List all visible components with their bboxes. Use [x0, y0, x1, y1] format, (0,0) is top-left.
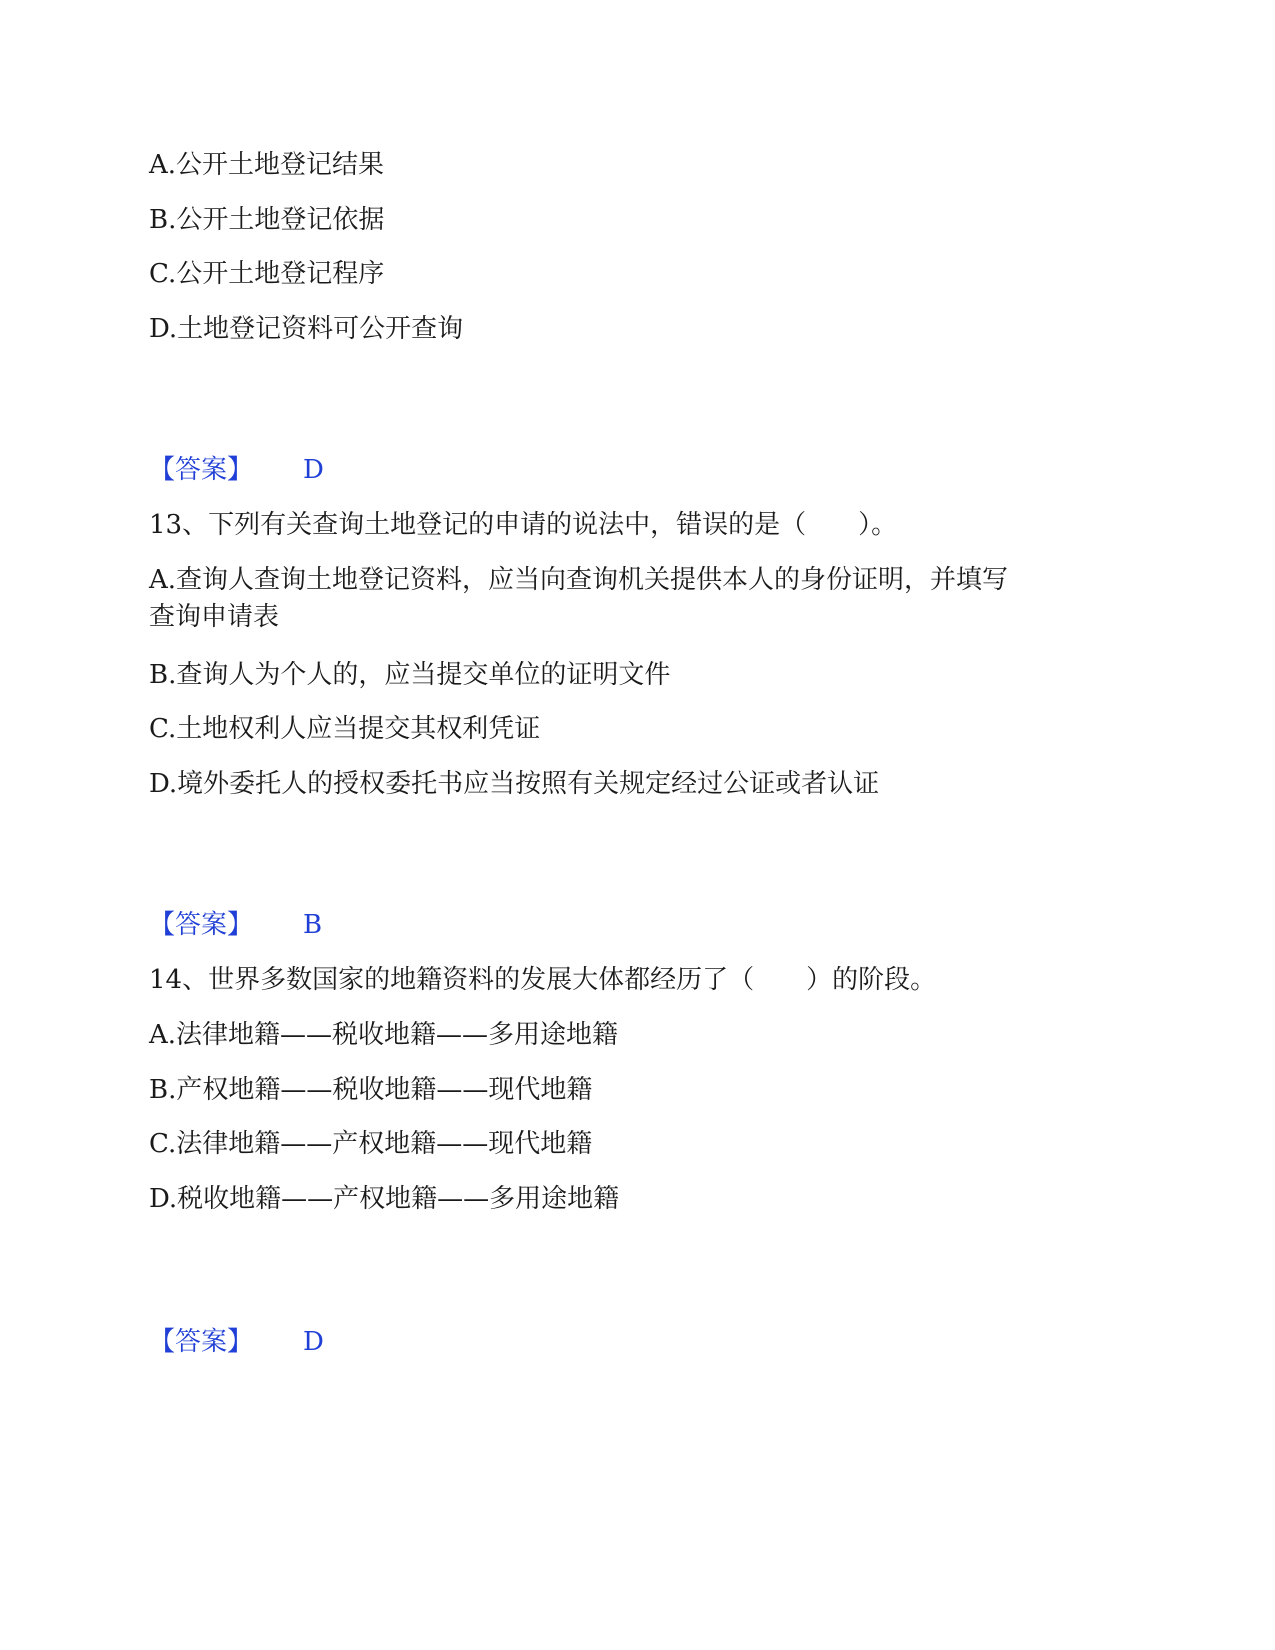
q14-option-d: D.税收地籍——产权地籍——多用途地籍: [149, 1184, 620, 1214]
answer-letter: D: [303, 1327, 324, 1357]
q14-option-b: B.产权地籍——税收地籍——现代地籍: [149, 1075, 593, 1105]
q12-option-a: A.公开土地登记结果: [149, 150, 385, 180]
q14-stem: 14、世界多数国家的地籍资料的发展大体都经历了（ ）的阶段。: [149, 965, 937, 995]
q14-answer: [149, 1323, 324, 1361]
answer-label: 【答案】: [149, 1327, 254, 1357]
q13-option-a-line1: A.查询人查询土地登记资料，应当向查询机关提供本人的身份证明，并填写: [149, 565, 1009, 595]
q14-option-a: A.法律地籍——税收地籍——多用途地籍: [149, 1020, 619, 1050]
q13-stem: 13、下列有关查询土地登记的申请的说法中，错误的是（ ）。: [149, 510, 898, 540]
answer-label: 【答案】: [149, 455, 254, 485]
q13-answer: [149, 906, 322, 944]
q13-option-a-line2: 查询申请表: [149, 602, 280, 632]
q13-option-d: D.境外委托人的授权委托书应当按照有关规定经过公证或者认证: [149, 769, 880, 799]
q12-option-d: D.土地登记资料可公开查询: [149, 314, 464, 344]
answer-letter: D: [303, 455, 324, 485]
answer-label: 【答案】: [149, 910, 254, 940]
answer-letter: B: [303, 910, 323, 940]
q12-option-c: C.公开土地登记程序: [149, 259, 385, 289]
q13-option-c: C.土地权利人应当提交其权利凭证: [149, 714, 541, 744]
q13-option-b: B.查询人为个人的，应当提交单位的证明文件: [149, 660, 671, 690]
q12-answer: [149, 451, 324, 489]
q14-option-c: C.法律地籍——产权地籍——现代地籍: [149, 1129, 593, 1159]
q12-option-b: B.公开土地登记依据: [149, 205, 385, 235]
